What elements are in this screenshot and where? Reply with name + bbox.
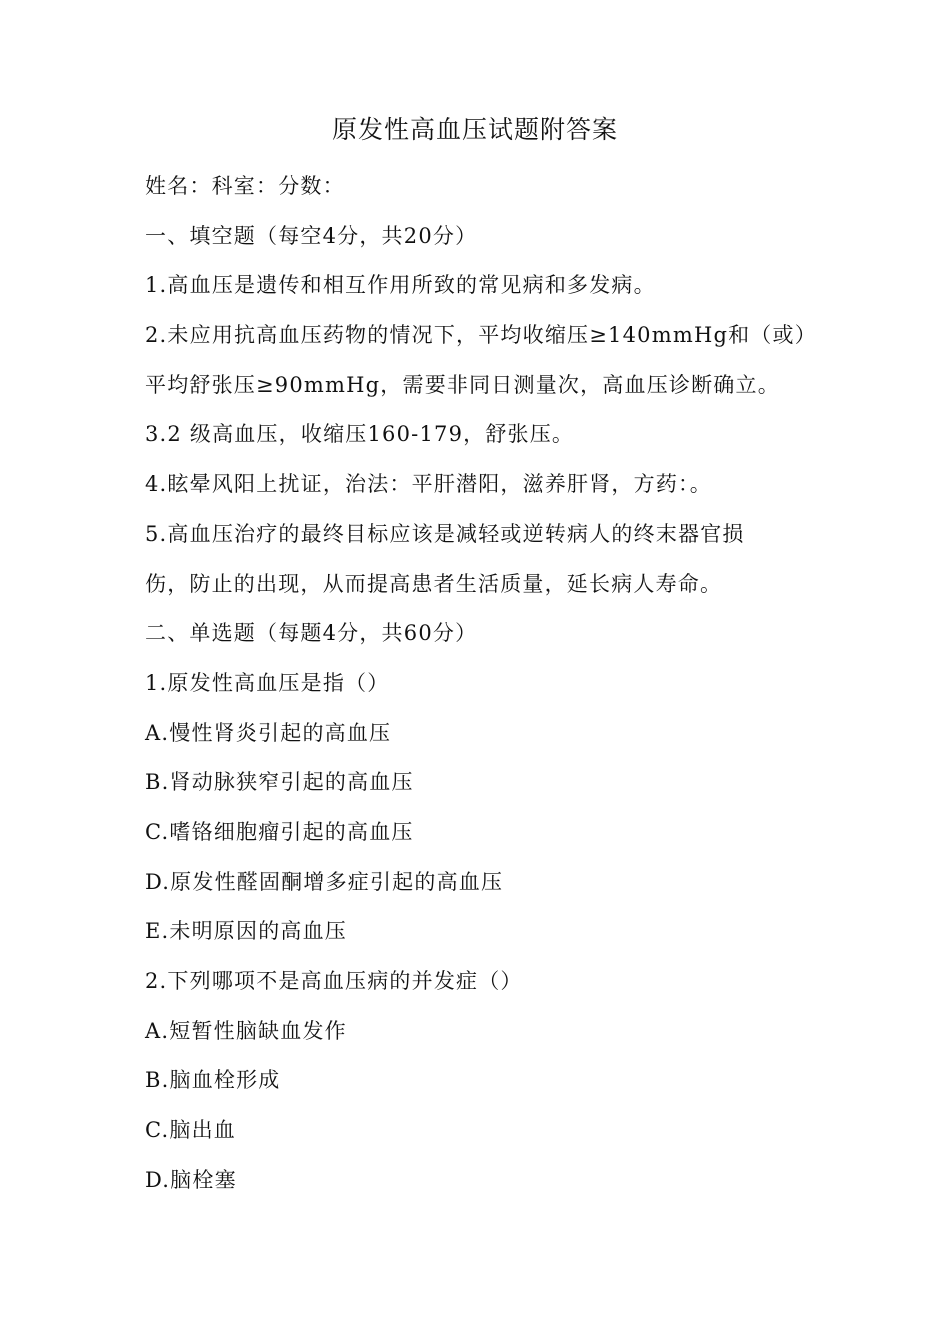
option-line: A.慢性肾炎引起的高血压 xyxy=(145,720,392,745)
question-line: 2.未应用抗高血压药物的情况下，平均收缩压≥140mmHg和（或） xyxy=(145,323,817,348)
question-line: 5.高血压治疗的最终目标应该是减轻或逆转病人的终末器官损 xyxy=(145,521,745,546)
question-line: 伤，防止的出现，从而提高患者生活质量，延长病人寿命。 xyxy=(145,571,723,596)
question-line: 1.原发性高血压是指（） xyxy=(145,670,390,695)
question-line: 4.眩晕风阳上扰证，治法：平肝潜阳，滋养肝肾，方药：。 xyxy=(145,472,712,497)
header-fields-line: 姓名：科室：分数： xyxy=(145,174,345,198)
document-title: 原发性高血压试题附答案 xyxy=(331,115,618,144)
option-line: E.未明原因的高血压 xyxy=(145,919,348,944)
option-line: D.原发性醛固酮增多症引起的高血压 xyxy=(145,869,504,894)
option-line: C.嗜铬细胞瘤引起的高血压 xyxy=(145,819,414,844)
document-body xyxy=(145,166,835,1209)
option-line: A.短暂性脑缺血发作 xyxy=(145,1018,347,1043)
question-line: 3.2 级高血压，收缩压160-179，舒张压。 xyxy=(145,422,575,447)
question-line: 2.下列哪项不是高血压病的并发症（） xyxy=(145,969,523,993)
option-line: C.脑出血 xyxy=(145,1118,236,1143)
question-line: 平均舒张压≥90mmHg，需要非同日测量次，高血压诊断确立。 xyxy=(145,372,780,397)
option-line: D.脑栓塞 xyxy=(145,1167,237,1192)
section-heading-fill-in: 一、填空题（每空4分，共20分） xyxy=(145,223,478,248)
section-heading-single-choice: 二、单选题（每题4分，共60分） xyxy=(145,621,478,646)
option-line: B.脑血栓形成 xyxy=(145,1068,281,1093)
question-line: 1.高血压是遗传和相互作用所致的常见病和多发病。 xyxy=(145,273,656,298)
option-line: B.肾动脉狭窄引起的高血压 xyxy=(145,770,414,795)
